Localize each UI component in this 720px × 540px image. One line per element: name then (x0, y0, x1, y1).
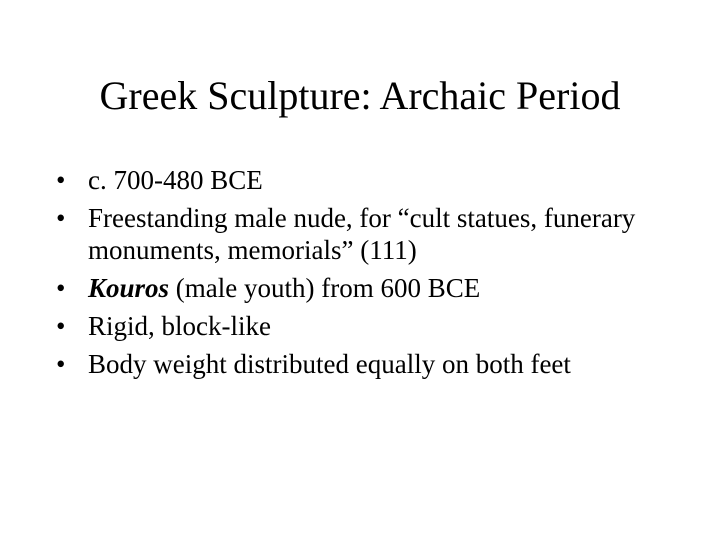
bullet-icon: • (56, 311, 66, 341)
bullet-text: Rigid, block-like (88, 311, 271, 341)
bullet-icon: • (56, 203, 66, 233)
bullet-item-freestanding (56, 202, 696, 266)
bullet-item-rigid (56, 310, 696, 342)
bullet-text: Body weight distributed equally on both feet (88, 349, 571, 379)
bullet-icon: • (56, 273, 66, 303)
bullet-item-kouros (56, 272, 696, 304)
slide-title: Greek Sculpture: Archaic Period (99, 73, 621, 118)
bullet-text: Freestanding male nude, for “cult statues, funerary monuments, memorials” (111) (88, 203, 636, 265)
bullet-list (56, 164, 696, 386)
bullet-text: (male youth) from 600 BCE (169, 273, 481, 303)
bullet-item-body-weight (56, 348, 696, 380)
bullet-emphasis-kouros: Kouros (88, 273, 170, 303)
bullet-text: c. 700-480 BCE (88, 165, 263, 195)
bullet-item-date-range (56, 164, 696, 196)
bullet-icon: • (56, 349, 66, 379)
bullet-icon: • (56, 165, 66, 195)
